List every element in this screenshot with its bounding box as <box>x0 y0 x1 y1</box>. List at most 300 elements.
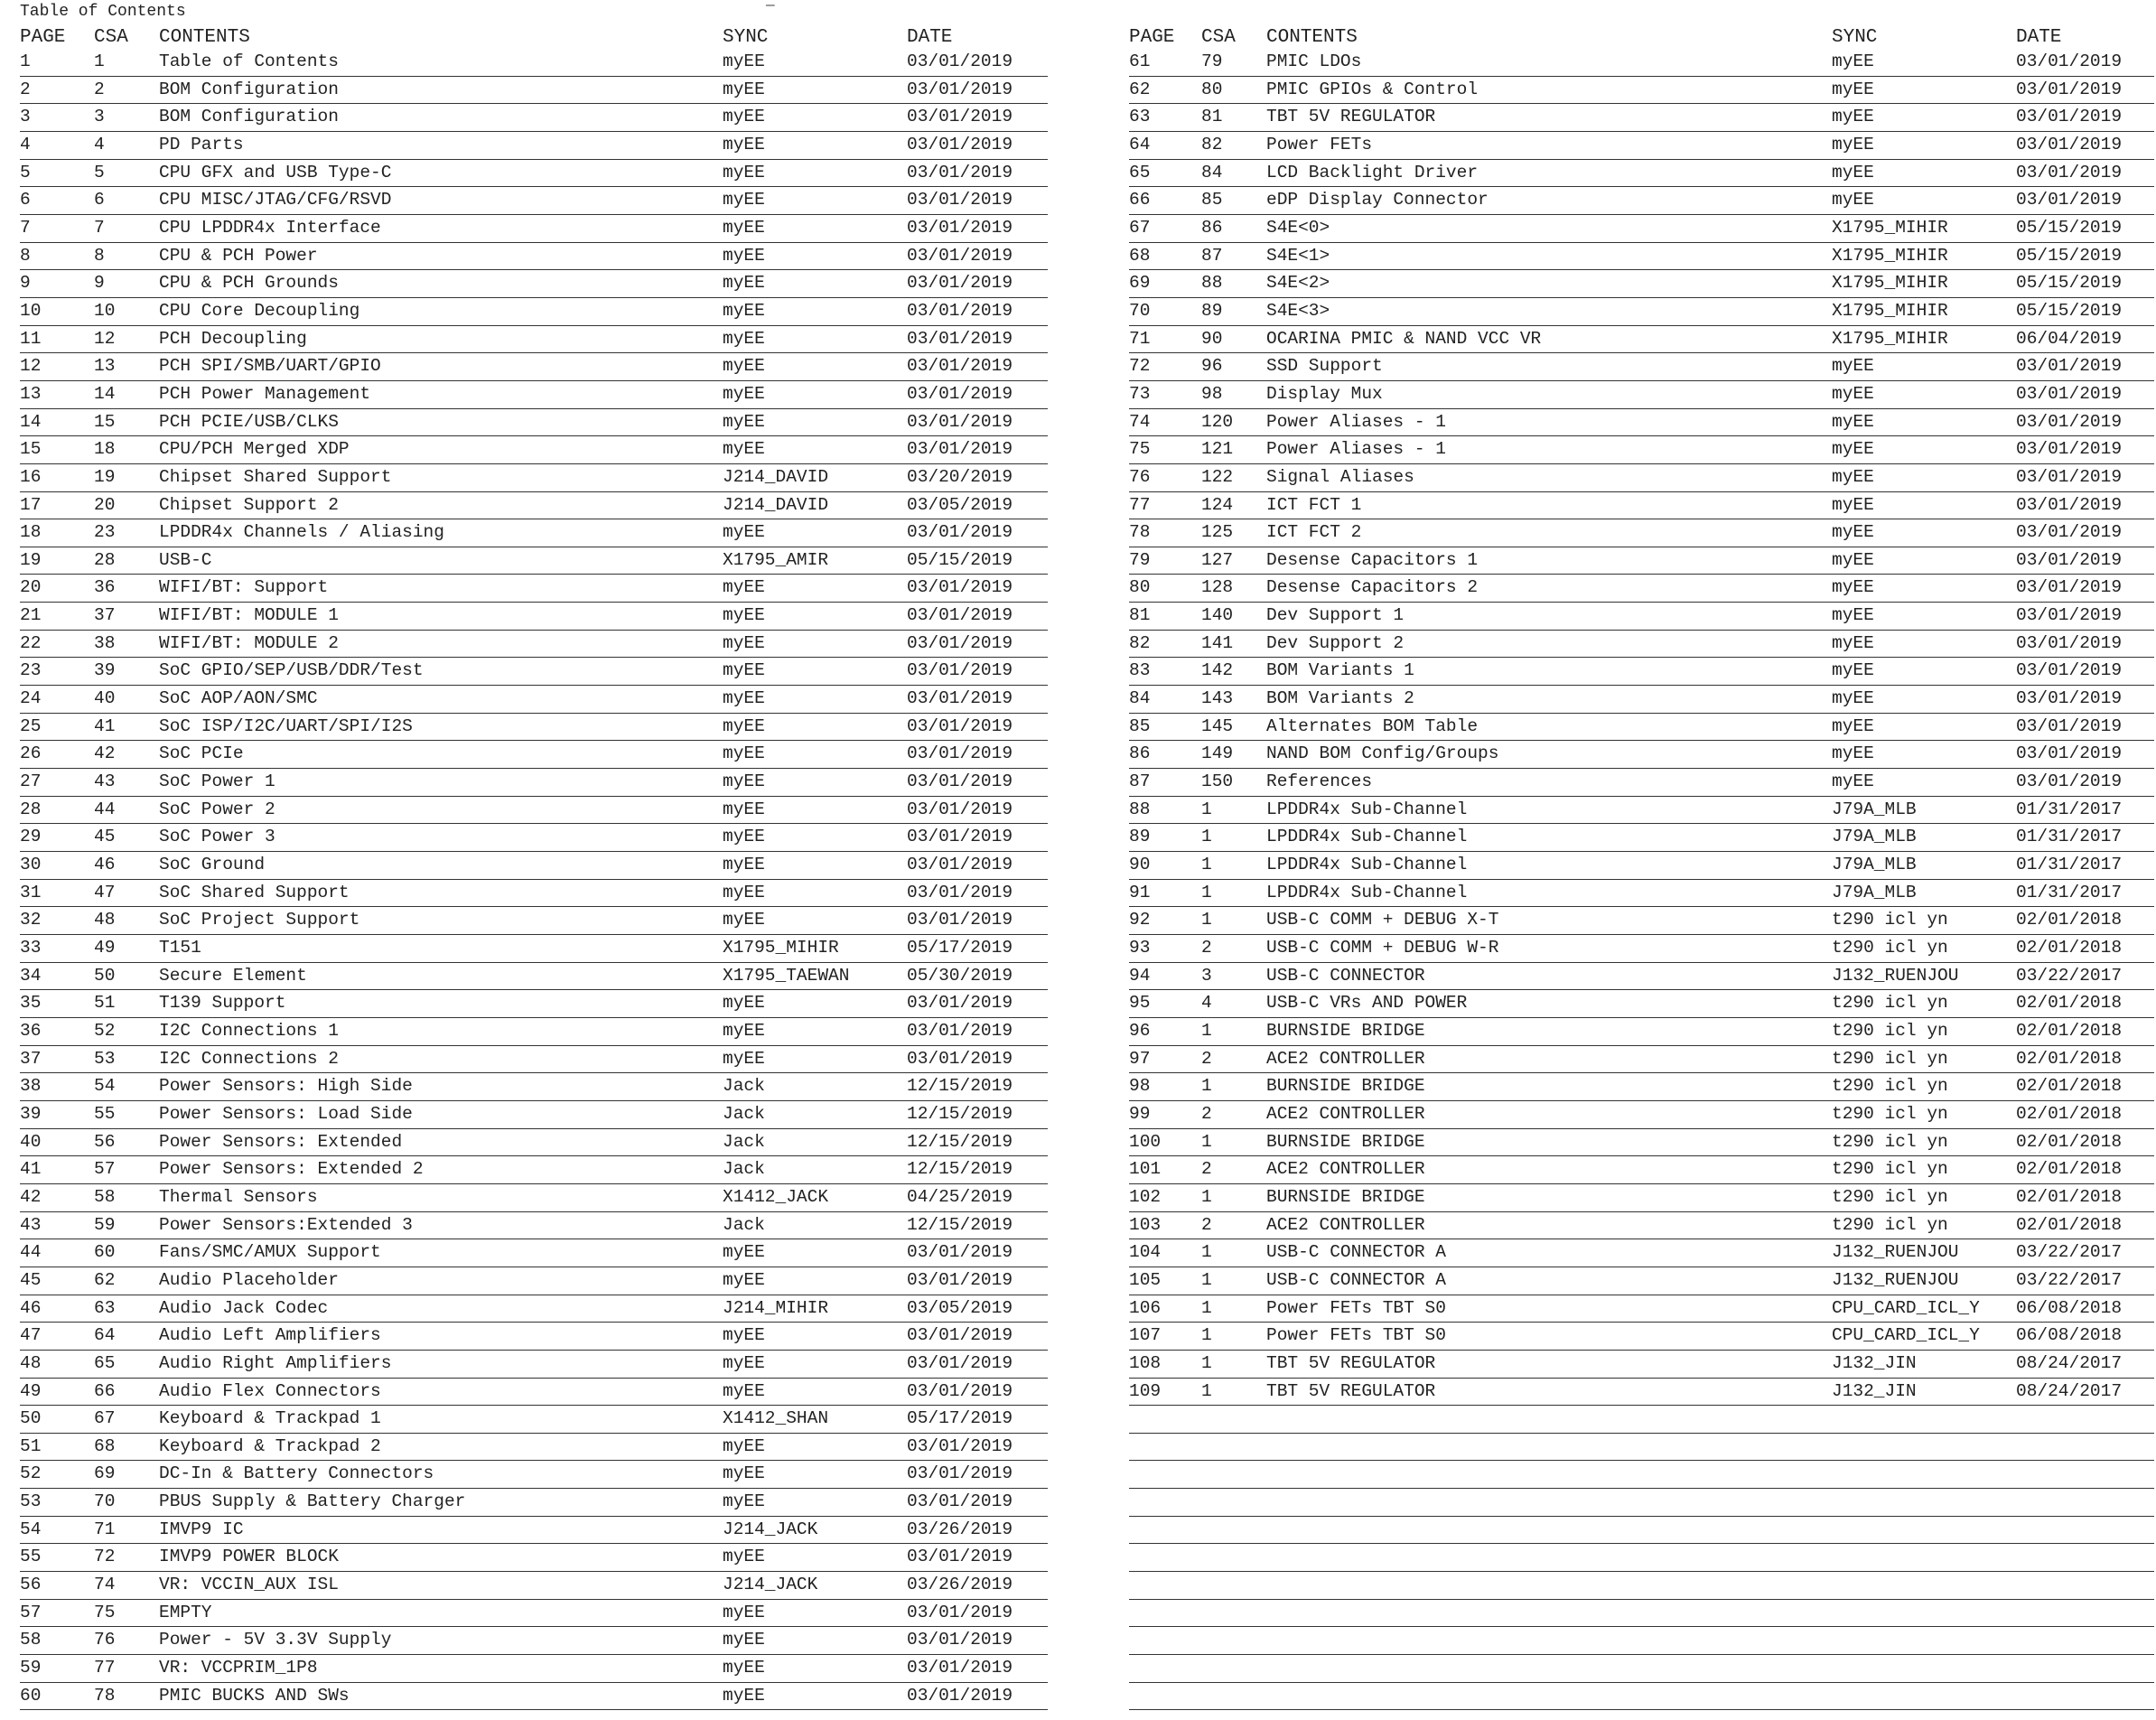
toc-row[interactable] <box>20 187 1048 215</box>
sync-date: 03/01/2019 <box>907 743 1013 764</box>
page-number: 39 <box>20 1103 42 1124</box>
toc-row[interactable] <box>20 49 1048 77</box>
sync-owner: myEE <box>723 632 765 653</box>
toc-row[interactable] <box>1129 963 2154 991</box>
sync-date: 03/01/2019 <box>2016 577 2123 598</box>
sync-date: 03/01/2019 <box>907 827 1013 847</box>
toc-row[interactable] <box>20 1267 1048 1295</box>
sync-owner: t290 icl yn <box>1832 1214 1948 1235</box>
toc-row[interactable] <box>1129 492 2154 520</box>
toc-row[interactable] <box>20 880 1048 908</box>
csa-number: 64 <box>94 1325 116 1346</box>
contents-title: PCH Power Management <box>159 383 371 404</box>
csa-number: 75 <box>94 1602 116 1622</box>
sync-owner: myEE <box>1832 79 1874 99</box>
sync-owner: myEE <box>723 328 765 349</box>
csa-number: 85 <box>1201 190 1223 210</box>
toc-row[interactable] <box>1129 160 2154 188</box>
toc-row[interactable] <box>20 603 1048 631</box>
sync-owner: myEE <box>723 79 765 99</box>
toc-row[interactable] <box>1129 714 2154 742</box>
sync-date: 03/01/2019 <box>907 107 1013 127</box>
toc-row[interactable] <box>20 907 1048 935</box>
page-number: 70 <box>1129 300 1151 321</box>
table-header <box>20 27 1048 49</box>
sync-date: 03/01/2019 <box>907 632 1013 653</box>
csa-number: 145 <box>1201 715 1234 736</box>
sync-date: 03/01/2019 <box>2016 771 2123 792</box>
contents-title: USB-C CONNECTOR A <box>1266 1269 1446 1290</box>
toc-row[interactable] <box>20 298 1048 326</box>
sync-owner: t290 icl yn <box>1832 938 1948 958</box>
sync-date: 03/01/2019 <box>907 245 1013 266</box>
sync-date: 03/01/2019 <box>907 882 1013 902</box>
sync-date: 03/01/2019 <box>907 1463 1013 1484</box>
csa-number: 1 <box>1201 799 1212 819</box>
sync-owner: myEE <box>723 827 765 847</box>
csa-number: 1 <box>1201 1325 1212 1346</box>
page-number: 42 <box>20 1186 42 1207</box>
contents-title: ACE2 CONTROLLER <box>1266 1103 1425 1124</box>
page-number: 21 <box>20 605 42 626</box>
toc-row[interactable] <box>20 1461 1048 1489</box>
toc-row[interactable] <box>20 1018 1048 1046</box>
toc-row[interactable] <box>20 381 1048 409</box>
toc-row[interactable] <box>1129 686 2154 714</box>
page-number: 19 <box>20 549 42 570</box>
contents-title: Power Sensors:Extended 3 <box>159 1214 413 1235</box>
toc-row[interactable] <box>1129 547 2154 575</box>
toc-row[interactable] <box>20 1434 1048 1462</box>
csa-number: 1 <box>1201 1297 1212 1318</box>
toc-row[interactable] <box>20 464 1048 492</box>
toc-row[interactable] <box>20 852 1048 880</box>
toc-row[interactable] <box>1129 215 2154 243</box>
toc-row[interactable] <box>20 1572 1048 1600</box>
toc-row[interactable] <box>20 769 1048 797</box>
csa-number: 13 <box>94 356 116 377</box>
csa-number: 9 <box>94 273 105 294</box>
sync-date: 02/01/2018 <box>2016 993 2123 1014</box>
contents-title: SoC Shared Support <box>159 882 350 902</box>
contents-title: PMIC LDOs <box>1266 51 1362 71</box>
toc-row[interactable] <box>20 990 1048 1018</box>
toc-row[interactable] <box>1129 1129 2154 1157</box>
header-csa: CSA <box>1201 27 1236 48</box>
csa-number: 122 <box>1201 466 1234 487</box>
contents-title: PCH Decoupling <box>159 328 307 349</box>
toc-row[interactable] <box>20 519 1048 547</box>
sync-owner: myEE <box>723 107 765 127</box>
sync-date: 02/01/2018 <box>2016 1076 2123 1097</box>
sync-owner: J214_DAVID <box>723 466 829 487</box>
toc-row[interactable] <box>1129 575 2154 603</box>
sync-owner: myEE <box>723 1491 765 1512</box>
csa-number: 90 <box>1201 328 1223 349</box>
toc-rows-left <box>20 49 1048 1710</box>
toc-row[interactable] <box>1129 880 2154 908</box>
toc-row[interactable] <box>1129 741 2154 769</box>
csa-number: 2 <box>1201 1048 1212 1069</box>
toc-row[interactable] <box>20 160 1048 188</box>
sync-date: 03/01/2019 <box>907 910 1013 930</box>
toc-row[interactable] <box>20 1600 1048 1628</box>
toc-row[interactable] <box>20 686 1048 714</box>
sync-date: 03/01/2019 <box>907 577 1013 598</box>
sync-owner: Jack <box>723 1159 765 1180</box>
toc-row[interactable] <box>20 824 1048 852</box>
csa-number: 15 <box>94 411 116 432</box>
csa-number: 1 <box>1201 1380 1212 1401</box>
toc-row[interactable] <box>1129 77 2154 105</box>
toc-row[interactable] <box>20 1683 1048 1711</box>
toc-row[interactable] <box>1129 852 2154 880</box>
toc-row[interactable] <box>20 1627 1048 1655</box>
csa-number: 140 <box>1201 605 1234 626</box>
page-number: 11 <box>20 328 42 349</box>
page-number: 5 <box>20 162 31 182</box>
csa-number: 2 <box>1201 1103 1212 1124</box>
sync-date: 05/17/2019 <box>907 1408 1013 1429</box>
toc-row[interactable] <box>20 1239 1048 1267</box>
csa-number: 57 <box>94 1159 116 1180</box>
toc-row[interactable] <box>1129 1212 2154 1240</box>
toc-row[interactable] <box>1129 1184 2154 1212</box>
page-number: 29 <box>20 827 42 847</box>
sync-date: 03/01/2019 <box>907 1491 1013 1512</box>
toc-row[interactable] <box>1129 243 2154 271</box>
page-number: 100 <box>1129 1131 1162 1152</box>
toc-row[interactable] <box>20 1129 1048 1157</box>
contents-title: LPDDR4x Sub-Channel <box>1266 827 1468 847</box>
toc-row[interactable] <box>1129 464 2154 492</box>
empty-row <box>1129 1627 2154 1655</box>
page-number: 3 <box>20 107 31 127</box>
sync-date: 03/01/2019 <box>2016 660 2123 681</box>
toc-row[interactable] <box>20 797 1048 825</box>
toc-row[interactable] <box>1129 1101 2154 1129</box>
empty-row <box>1129 1489 2154 1517</box>
sync-date: 03/01/2019 <box>907 855 1013 875</box>
sync-owner: myEE <box>723 910 765 930</box>
page-number: 92 <box>1129 910 1151 930</box>
sync-date: 03/01/2019 <box>907 660 1013 681</box>
contents-title: IMVP9 POWER BLOCK <box>159 1547 339 1567</box>
toc-row[interactable] <box>1129 49 2154 77</box>
csa-number: 65 <box>94 1352 116 1373</box>
toc-row[interactable] <box>1129 381 2154 409</box>
toc-row[interactable] <box>1129 1379 2154 1407</box>
toc-row[interactable] <box>20 1101 1048 1129</box>
page-number: 22 <box>20 632 42 653</box>
header-contents: CONTENTS <box>159 27 250 48</box>
toc-row[interactable] <box>20 492 1048 520</box>
sync-date: 03/01/2019 <box>907 1435 1013 1456</box>
page-number: 99 <box>1129 1103 1151 1124</box>
sync-date: 03/01/2019 <box>907 1352 1013 1373</box>
csa-number: 3 <box>1201 965 1212 986</box>
contents-title: CPU & PCH Grounds <box>159 273 339 294</box>
sync-owner: myEE <box>1832 688 1874 709</box>
toc-row[interactable] <box>1129 1156 2154 1184</box>
csa-number: 50 <box>94 965 116 986</box>
toc-row[interactable] <box>20 409 1048 437</box>
csa-number: 19 <box>94 466 116 487</box>
toc-row[interactable] <box>20 1073 1048 1101</box>
page-number: 48 <box>20 1352 42 1373</box>
toc-row[interactable] <box>1129 353 2154 381</box>
sync-date: 05/15/2019 <box>2016 217 2123 238</box>
page-number: 57 <box>20 1602 42 1622</box>
toc-row[interactable] <box>20 243 1048 271</box>
contents-title: USB-C COMM + DEBUG W-R <box>1266 938 1499 958</box>
contents-title: SoC PCIe <box>159 743 244 764</box>
toc-row[interactable] <box>20 547 1048 575</box>
sync-owner: myEE <box>723 1435 765 1456</box>
toc-row[interactable] <box>20 436 1048 464</box>
sync-date: 02/01/2018 <box>2016 1020 2123 1041</box>
csa-number: 96 <box>1201 356 1223 377</box>
sync-owner: J214_DAVID <box>723 494 829 515</box>
page-number: 54 <box>20 1519 42 1539</box>
contents-title: Thermal Sensors <box>159 1186 318 1207</box>
toc-row[interactable] <box>1129 1018 2154 1046</box>
sync-date: 03/01/2019 <box>907 605 1013 626</box>
csa-number: 86 <box>1201 217 1223 238</box>
csa-number: 79 <box>1201 51 1223 71</box>
sync-date: 03/01/2019 <box>907 190 1013 210</box>
toc-row[interactable] <box>1129 409 2154 437</box>
sync-owner: J132_RUENJOU <box>1832 1242 1959 1263</box>
contents-title: SoC GPIO/SEP/USB/DDR/Test <box>159 660 424 681</box>
contents-title: I2C Connections 2 <box>159 1048 339 1069</box>
toc-row[interactable] <box>1129 1267 2154 1295</box>
sync-date: 01/31/2017 <box>2016 882 2123 902</box>
toc-row[interactable] <box>20 1379 1048 1407</box>
toc-row[interactable] <box>1129 1351 2154 1379</box>
csa-number: 1 <box>1201 1020 1212 1041</box>
sync-owner: X1795_MIHIR <box>1832 300 1948 321</box>
toc-row[interactable] <box>20 1046 1048 1074</box>
toc-row[interactable] <box>1129 1323 2154 1351</box>
empty-row <box>1129 1544 2154 1572</box>
sync-owner: myEE <box>723 771 765 792</box>
page-number: 7 <box>20 217 31 238</box>
toc-row[interactable] <box>20 714 1048 742</box>
toc-row[interactable] <box>20 741 1048 769</box>
page-number: 18 <box>20 522 42 543</box>
sync-date: 03/01/2019 <box>2016 411 2123 432</box>
csa-number: 124 <box>1201 494 1234 515</box>
toc-row[interactable] <box>20 270 1048 298</box>
contents-title: S4E<3> <box>1266 300 1330 321</box>
sync-date: 03/01/2019 <box>2016 383 2123 404</box>
toc-row[interactable] <box>20 658 1048 686</box>
csa-number: 142 <box>1201 660 1234 681</box>
sync-owner: myEE <box>723 1602 765 1622</box>
sync-owner: myEE <box>1832 411 1874 432</box>
page-number: 13 <box>20 383 42 404</box>
table-header <box>1129 27 2154 49</box>
sync-date: 03/01/2019 <box>907 79 1013 99</box>
page-number: 45 <box>20 1269 42 1290</box>
toc-row[interactable] <box>20 1406 1048 1434</box>
page-number: 41 <box>20 1159 42 1180</box>
sync-date: 03/01/2019 <box>2016 494 2123 515</box>
toc-row[interactable] <box>20 935 1048 963</box>
page-number: 77 <box>1129 494 1151 515</box>
toc-row[interactable] <box>1129 769 2154 797</box>
header-sync: SYNC <box>723 27 769 48</box>
sync-owner: myEE <box>723 245 765 266</box>
csa-number: 18 <box>94 439 116 460</box>
csa-number: 121 <box>1201 439 1234 460</box>
sync-owner: myEE <box>1832 715 1874 736</box>
contents-title: CPU/PCH Merged XDP <box>159 439 350 460</box>
sync-owner: myEE <box>723 605 765 626</box>
toc-row[interactable] <box>20 1184 1048 1212</box>
toc-row[interactable] <box>20 575 1048 603</box>
sync-date: 02/01/2018 <box>2016 1131 2123 1152</box>
toc-row[interactable] <box>1129 1046 2154 1074</box>
toc-row[interactable] <box>1129 270 2154 298</box>
toc-row[interactable] <box>20 1544 1048 1572</box>
toc-row[interactable] <box>1129 104 2154 132</box>
toc-row[interactable] <box>20 104 1048 132</box>
contents-title: NAND BOM Config/Groups <box>1266 743 1499 764</box>
page-number: 9 <box>20 273 31 294</box>
sync-owner: X1412_SHAN <box>723 1408 829 1429</box>
sync-date: 03/01/2019 <box>2016 79 2123 99</box>
toc-row[interactable] <box>20 326 1048 354</box>
sync-date: 08/24/2017 <box>2016 1352 2123 1373</box>
sync-date: 03/01/2019 <box>907 217 1013 238</box>
page-number: 87 <box>1129 771 1151 792</box>
page-number: 72 <box>1129 356 1151 377</box>
csa-number: 143 <box>1201 688 1234 709</box>
toc-row[interactable] <box>20 1655 1048 1683</box>
sync-owner: myEE <box>723 1020 765 1041</box>
page-number: 56 <box>20 1575 42 1595</box>
sync-owner: t290 icl yn <box>1832 910 1948 930</box>
toc-row[interactable] <box>1129 907 2154 935</box>
toc-row[interactable] <box>1129 1239 2154 1267</box>
toc-row[interactable] <box>1129 1295 2154 1323</box>
toc-row[interactable] <box>20 132 1048 160</box>
toc-row[interactable] <box>1129 436 2154 464</box>
sync-owner: myEE <box>723 743 765 764</box>
contents-title: Power Aliases - 1 <box>1266 411 1446 432</box>
csa-number: 55 <box>94 1103 116 1124</box>
toc-row[interactable] <box>20 1212 1048 1240</box>
sync-date: 03/01/2019 <box>2016 356 2123 377</box>
contents-title: CPU LPDDR4x Interface <box>159 217 381 238</box>
sync-owner: myEE <box>723 383 765 404</box>
toc-row[interactable] <box>1129 603 2154 631</box>
toc-row[interactable] <box>20 1351 1048 1379</box>
contents-title: S4E<1> <box>1266 245 1330 266</box>
toc-row[interactable] <box>1129 519 2154 547</box>
csa-number: 2 <box>94 79 105 99</box>
toc-row[interactable] <box>1129 1073 2154 1101</box>
header-csa: CSA <box>94 27 128 48</box>
sync-date: 03/05/2019 <box>907 494 1013 515</box>
sync-owner: myEE <box>723 217 765 238</box>
toc-row[interactable] <box>20 1489 1048 1517</box>
page-number: 75 <box>1129 439 1151 460</box>
toc-row[interactable] <box>20 1517 1048 1545</box>
csa-number: 120 <box>1201 411 1234 432</box>
sync-date: 03/01/2019 <box>2016 107 2123 127</box>
toc-row[interactable] <box>1129 298 2154 326</box>
sync-owner: myEE <box>723 273 765 294</box>
page-number: 4 <box>20 134 31 154</box>
csa-number: 59 <box>94 1214 116 1235</box>
page-number: 91 <box>1129 882 1151 902</box>
page-number: 79 <box>1129 549 1151 570</box>
toc-row[interactable] <box>20 353 1048 381</box>
contents-title: SoC ISP/I2C/UART/SPI/I2S <box>159 715 413 736</box>
toc-row[interactable] <box>20 1295 1048 1323</box>
csa-number: 56 <box>94 1131 116 1152</box>
sync-owner: t290 icl yn <box>1832 1131 1948 1152</box>
csa-number: 71 <box>94 1519 116 1539</box>
page-number: 66 <box>1129 190 1151 210</box>
toc-row[interactable] <box>1129 631 2154 659</box>
contents-title: Power Sensors: Load Side <box>159 1103 413 1124</box>
sync-date: 02/01/2018 <box>2016 1048 2123 1069</box>
toc-row[interactable] <box>1129 824 2154 852</box>
toc-row[interactable] <box>20 631 1048 659</box>
toc-row[interactable] <box>1129 935 2154 963</box>
sync-date: 03/01/2019 <box>907 383 1013 404</box>
sync-date: 03/05/2019 <box>907 1297 1013 1318</box>
contents-title: S4E<2> <box>1266 273 1330 294</box>
sync-owner: myEE <box>723 993 765 1014</box>
sync-date: 01/31/2017 <box>2016 827 2123 847</box>
contents-title: Dev Support 2 <box>1266 632 1405 653</box>
sync-date: 03/01/2019 <box>2016 522 2123 543</box>
contents-title: Table of Contents <box>159 51 339 71</box>
toc-row[interactable] <box>1129 132 2154 160</box>
page-number: 94 <box>1129 965 1151 986</box>
toc-row[interactable] <box>1129 797 2154 825</box>
toc-row[interactable] <box>1129 187 2154 215</box>
contents-title: ACE2 CONTROLLER <box>1266 1159 1425 1180</box>
sync-owner: myEE <box>1832 162 1874 182</box>
contents-title: Keyboard & Trackpad 1 <box>159 1408 381 1429</box>
sync-owner: myEE <box>723 1658 765 1678</box>
csa-number: 1 <box>1201 910 1212 930</box>
toc-row[interactable] <box>1129 658 2154 686</box>
toc-rows-right <box>1129 49 2154 1710</box>
toc-row[interactable] <box>1129 990 2154 1018</box>
page-number: 90 <box>1129 855 1151 875</box>
sync-date: 03/01/2019 <box>907 1658 1013 1678</box>
toc-row[interactable] <box>20 963 1048 991</box>
csa-number: 46 <box>94 855 116 875</box>
toc-row[interactable] <box>20 1323 1048 1351</box>
toc-row[interactable] <box>1129 326 2154 354</box>
sync-owner: myEE <box>1832 439 1874 460</box>
contents-title: Desense Capacitors 2 <box>1266 577 1479 598</box>
contents-title: IMVP9 IC <box>159 1519 244 1539</box>
page-number: 85 <box>1129 715 1151 736</box>
toc-row[interactable] <box>20 77 1048 105</box>
toc-row[interactable] <box>20 1156 1048 1184</box>
toc-row[interactable] <box>20 215 1048 243</box>
page-number: 55 <box>20 1547 42 1567</box>
